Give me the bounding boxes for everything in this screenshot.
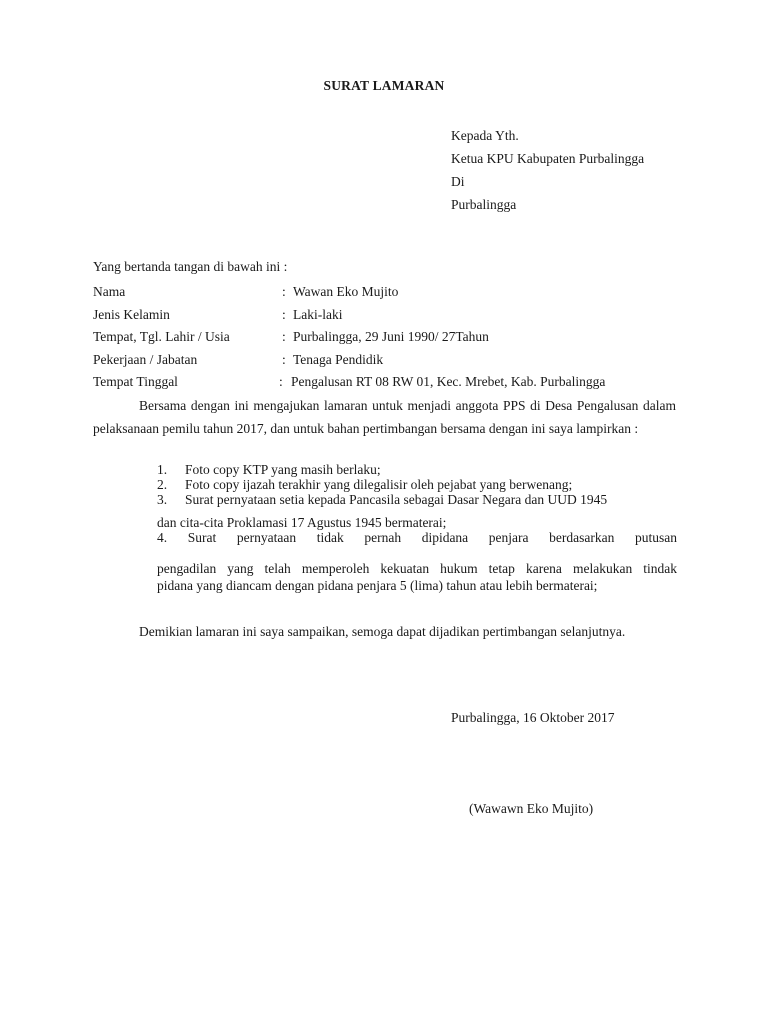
- field-colon: :: [282, 329, 286, 344]
- attachment-item-4-line1: 4. Surat pernyataan tidak pernah dipidana penjara berdasarkan putusan: [157, 530, 677, 545]
- field-label: Tempat Tinggal: [93, 374, 178, 389]
- field-label: Jenis Kelamin: [93, 306, 170, 322]
- attachment-number-1: 1.: [157, 462, 168, 477]
- recipient-preposition: Di: [451, 174, 465, 189]
- application-paragraph-text: Bersama dengan ini mengajukan lamaran untuk menjadi anggota PPS di Desa Pengalusan dalam pelaksanaan pemilu tahun 2017, dan untuk bahan pertimbangan bersama dengan ini saya lampirkan :: [93, 398, 676, 436]
- field-colon: :: [282, 351, 286, 367]
- field-label: Pekerjaan / Jabatan: [93, 351, 198, 367]
- application-paragraph: [93, 394, 676, 440]
- attachment-item-4-line3: pidana yang diancam dengan pidana penjara 5 (lima) tahun atau lebih bermaterai;: [157, 578, 598, 593]
- attachment-item-2: Foto copy ijazah terakhir yang dilegalisir oleh pejabat yang berwenang;: [185, 477, 573, 492]
- attachment-number-3: 3.: [157, 492, 168, 507]
- field-label: Nama: [93, 284, 126, 299]
- recipient-block: [451, 124, 644, 216]
- recipient-name: Ketua KPU Kabupaten Purbalingga: [451, 151, 645, 166]
- closing-paragraph-text: Demikian lamaran ini saya sampaikan, semoga dapat dijadikan pertimbangan selanjutnya.: [139, 624, 626, 639]
- letter-title: SURAT LAMARAN: [323, 78, 445, 93]
- attachment-item-1: Foto copy KTP yang masih berlaku;: [185, 462, 381, 477]
- closing-paragraph: [93, 620, 676, 643]
- attachment-number-2: 2.: [157, 477, 168, 492]
- recipient-greeting: Kepada Yth.: [451, 128, 519, 143]
- field-value: Purbalingga, 29 Juni 1990/ 27Tahun: [293, 329, 489, 344]
- recipient-city: Purbalingga: [451, 197, 517, 212]
- field-value: Pengalusan RT 08 RW 01, Kec. Mrebet, Kab. Purbalingga: [291, 374, 606, 389]
- attachment-item-4-line2: pengadilan yang telah memperoleh kekuatan hukum tetap karena melakukan tindak: [157, 561, 677, 576]
- field-colon: :: [279, 374, 283, 389]
- signature-name: (Wawawn Eko Mujito): [469, 801, 594, 816]
- field-value: Wawan Eko Mujito: [293, 284, 399, 299]
- letter-date: Purbalingga, 16 Oktober 2017: [451, 710, 615, 725]
- field-value: Tenaga Pendidik: [293, 351, 384, 367]
- attachment-item-3-line2: dan cita-cita Proklamasi 17 Agustus 1945 bermaterai;: [157, 515, 447, 530]
- intro-line: Yang bertanda tangan di bawah ini :: [93, 259, 288, 274]
- field-label: Tempat, Tgl. Lahir / Usia: [93, 329, 230, 344]
- attachment-item-3-line1: Surat pernyataan setia kepada Pancasila sebagai Dasar Negara dan UUD 1945: [185, 492, 608, 507]
- field-colon: :: [282, 284, 286, 299]
- field-value: Laki-laki: [293, 306, 343, 322]
- field-colon: :: [282, 306, 286, 322]
